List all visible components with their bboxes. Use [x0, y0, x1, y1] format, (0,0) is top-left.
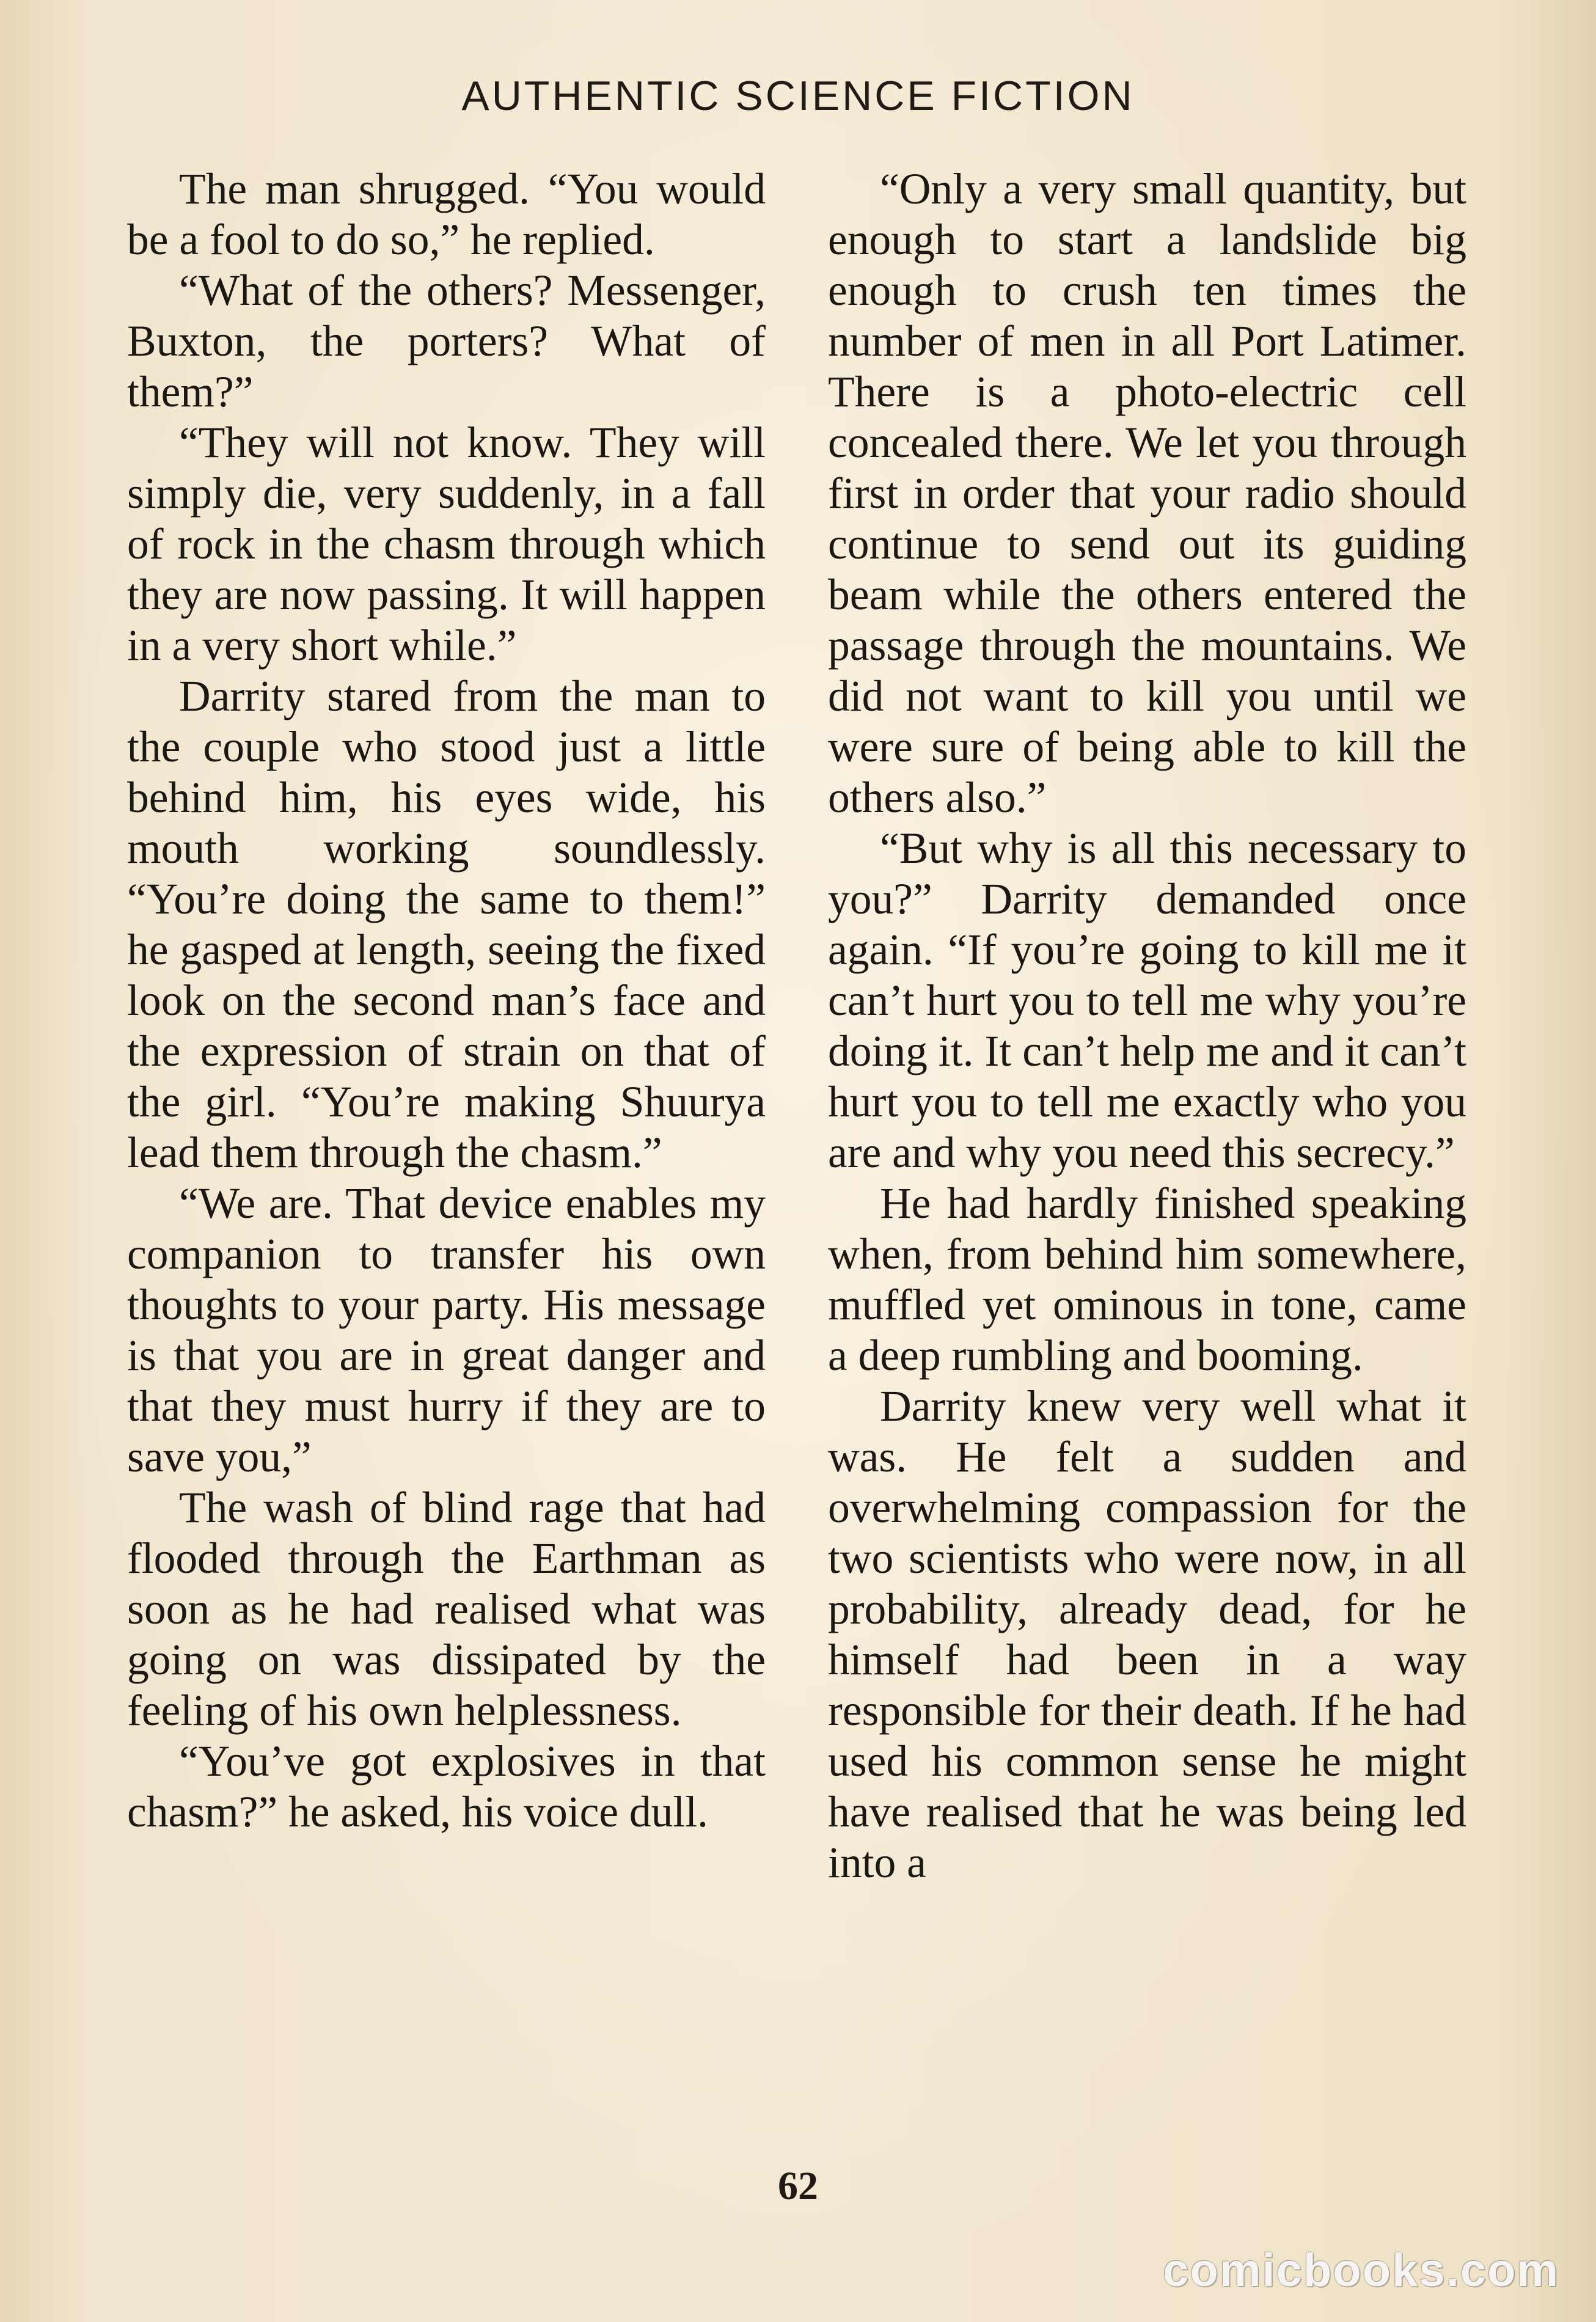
paragraph: He had hardly finished speaking when, from behind him somewhere, muffled yet ominous in tone, came a deep rumbling and booming.: [828, 1179, 1466, 1380]
paragraph: “We are. That device enables my companion to transfer his own thoughts to your party. His message is that you are in great danger and that they must hurry if they are to save you,”: [127, 1179, 766, 1481]
paragraph: Darrity stared from the man to the couple who stood just a little behind him, his eyes wide, his mouth working soundlessly. “You’re doing the same to them!” he gasped at length, seeing the fixed look on the second man’s face and the expression of strain on that of the girl. “You’re making Shuurya lead them through the chasm.”: [127, 672, 766, 1177]
left-text-column: [127, 164, 766, 1837]
right-text-column: [828, 164, 1466, 1888]
paragraph: “Only a very small quantity, but enough to start a landslide big enough to crush ten times the number of men in all Port Latimer. There is a photo-electric cell concealed there. We let you through first in order that your radio should continue to send out its guiding beam while the others entered the passage through the mountains. We did not want to kill you until we were sure of being able to kill the others also.”: [828, 165, 1466, 822]
paragraph: “What of the others? Messenger, Buxton, the porters? What of them?”: [127, 266, 766, 416]
paragraph: The man shrugged. “You would be a fool to do so,” he replied.: [127, 165, 766, 264]
paragraph: “You’ve got explosives in that chasm?” he asked, his voice dull.: [127, 1737, 766, 1836]
paragraph: “They will not know. They will simply die, very suddenly, in a fall of rock in the chasm through which they are now passing. It will happen in a very short while.”: [127, 419, 766, 670]
running-head: AUTHENTIC SCIENCE FICTION: [461, 73, 1135, 119]
page-number: 62: [778, 2164, 818, 2208]
paragraph: “But why is all this necessary to you?” Darrity demanded once again. “If you’re going to kill me it can’t hurt you to tell me why you’re doing it. It can’t help me and it can’t hurt you to tell me exactly who you are and why you need this secrecy.”: [828, 824, 1466, 1177]
watermark: comicbooks.com: [1163, 2244, 1559, 2296]
paragraph: Darrity knew very well what it was. He felt a sudden and overwhelming compassion for the two scientists who were now, in all probability, already dead, for he himself had been in a way responsible for their death. If he had used his common sense he might have realised that he was being led into a: [828, 1382, 1466, 1887]
paragraph: The wash of blind rage that had flooded through the Earthman as soon as he had realised what was going on was dissipated by the feeling of his own helplessness.: [127, 1484, 766, 1735]
